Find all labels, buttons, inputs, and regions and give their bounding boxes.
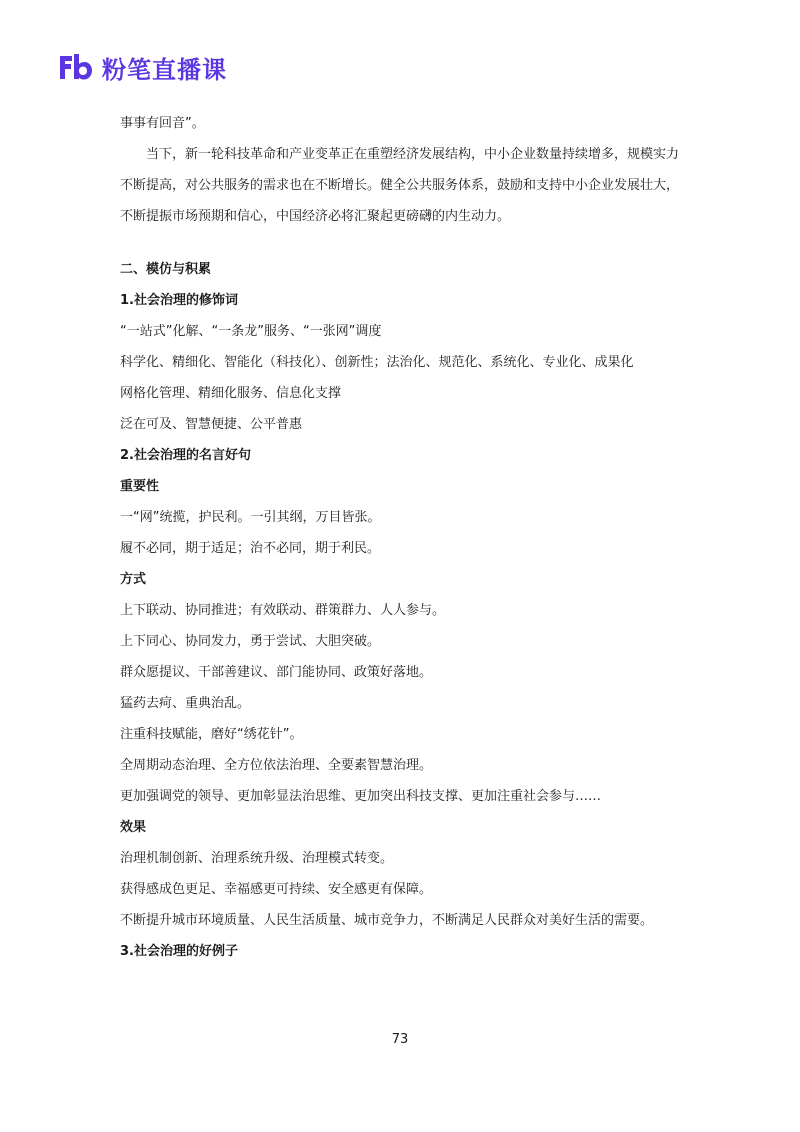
subsection-heading: 3.社会治理的好例子 <box>120 944 238 959</box>
brand-logo <box>58 50 227 84</box>
text-line: 获得感成色更足、幸福感更可持续、安全感更有保障。 <box>120 882 433 897</box>
text-line: 注重科技赋能，磨好“绣花针”。 <box>120 727 303 742</box>
text-line: 治理机制创新、治理系统升级、治理模式转变。 <box>120 851 394 866</box>
page-number: 73 <box>391 1032 409 1047</box>
section-heading: 二、模仿与积累 <box>120 262 212 277</box>
category-heading: 效果 <box>120 820 147 835</box>
text-line: 更加强调党的领导、更加彰显法治思维、更加突出科技支撑、更加注重社会参与…… <box>120 789 602 804</box>
category-heading: 方式 <box>120 572 147 587</box>
text-line: 群众愿提议、干部善建议、部门能协同、政策好落地。 <box>120 665 433 680</box>
text-line: 全周期动态治理、全方位依法治理、全要素智慧治理。 <box>120 758 433 773</box>
text-line: 不断提升城市环境质量、人民生活质量、城市竞争力，不断满足人民群众对美好生活的需要。 <box>120 913 654 928</box>
text-line: “一站式”化解、“一条龙”服务、“一张网”调度 <box>120 324 382 339</box>
text-line: 履不必同，期于适足；治不必同，期于利民。 <box>120 541 381 556</box>
text-line: 网格化管理、精细化服务、信息化支撑 <box>120 386 342 401</box>
text-line: 泛在可及、智慧便捷、公平普惠 <box>120 417 303 432</box>
subsection-heading: 1.社会治理的修饰词 <box>120 293 238 308</box>
subsection-heading: 2.社会治理的名言好句 <box>120 448 251 463</box>
text-line: 猛药去疴、重典治乱。 <box>120 696 251 711</box>
text-line: 上下联动、协同推进；有效联动、群策群力、人人参与。 <box>120 603 446 618</box>
text-line: 科学化、精细化、智能化（科技化）、创新性；法治化、规范化、系统化、专业化、成果化 <box>120 355 634 370</box>
text-line: 事事有回音”。 <box>120 116 205 131</box>
text-line: 上下同心、协同发力，勇于尝试、大胆突破。 <box>120 634 381 649</box>
document-body <box>120 108 690 967</box>
category-heading: 重要性 <box>120 479 160 494</box>
text-line: 一“网”统揽，护民利。一引其纲，万目皆张。 <box>120 510 381 525</box>
fb-logo-icon <box>58 52 94 82</box>
paragraph: 当下，新一轮科技革命和产业变革正在重塑经济发展结构，中小企业数量持续增多，规模实力不断提高，对公共服务的需求也在不断增长。健全公共服务体系，鼓励和支持中小企业发展壮大，不断提振市场预期和信心，中国经济必将汇聚起更磅礴的内生动力。 <box>120 147 680 224</box>
brand-name: 粉笔直播课 <box>102 55 227 84</box>
